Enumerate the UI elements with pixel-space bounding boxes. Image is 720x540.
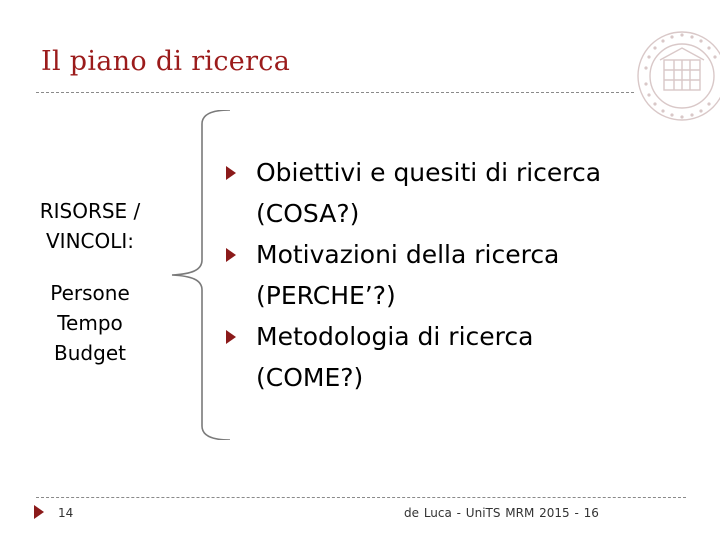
bullet-text: Metodologia di ricerca [256,322,534,351]
bullet-text: Obiettivi e quesiti di ricerca [256,158,602,187]
bullet-list [224,152,644,398]
triangle-right-icon [224,152,256,193]
bullet-item [224,152,644,234]
bullet-subtext: (COSA?) [256,199,360,228]
triangle-right-icon [224,234,256,275]
triangle-right-icon [224,316,256,357]
bullet-item [224,234,644,316]
resources-constraints-box [10,196,170,390]
page-number: 14 [58,506,74,520]
resource-item: Tempo [57,311,123,335]
bullet-subtext: (PERCHE’?) [256,281,396,310]
resources-heading-line: VINCOLI: [45,229,135,253]
footer-triangle-icon [34,505,44,519]
resources-heading [10,196,170,256]
bullet-text: Motivazioni della ricerca [256,240,560,269]
title-divider [36,92,634,93]
resource-item: Budget [54,341,126,365]
university-seal-icon [630,18,720,128]
resources-heading-line: RISORSE / [39,199,141,223]
footer-text: de Luca - UniTS MRM 2015 - 16 [404,506,599,520]
slide-title: Il piano di ricerca [41,46,291,77]
resources-list [10,278,170,368]
footer-divider [36,497,686,498]
resource-item: Persone [50,281,130,305]
bullet-subtext: (COME?) [256,363,364,392]
bullet-item [224,316,644,398]
